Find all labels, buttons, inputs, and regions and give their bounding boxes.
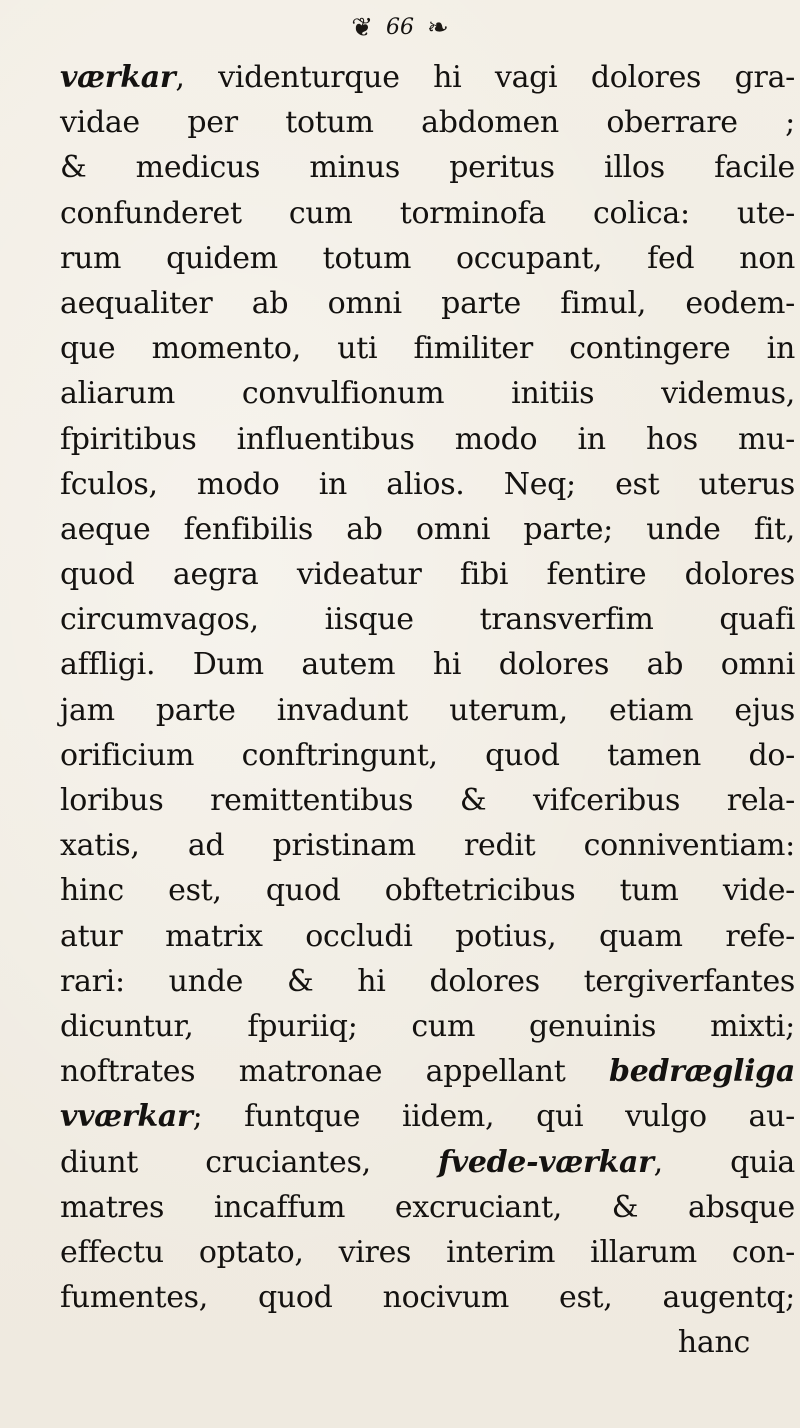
text-line: rum quidem totum occupant, fed non bbox=[60, 240, 795, 276]
text-line: værkar, videnturque hi vagi dolores gra- bbox=[60, 60, 795, 95]
body-text bbox=[60, 55, 795, 1365]
text-line: fumentes, quod nocivum est, augentq; bbox=[60, 1280, 795, 1316]
text-line: matres incaffum excruciant, & absque bbox=[60, 1189, 795, 1225]
text-line: aliarum convulfionum initiis videmus, bbox=[60, 376, 795, 412]
text-line: atur matrix occludi potius, quam refe- bbox=[60, 918, 795, 954]
text-line: noftrates matronae appellant bedrægliga bbox=[60, 1054, 795, 1090]
text-line: rari: unde & hi dolores tergiverfantes bbox=[60, 963, 795, 999]
text-line: que momento, uti fimiliter contingere in bbox=[60, 331, 795, 367]
text-line: quod aegra videatur fibi fentire dolores bbox=[60, 557, 795, 593]
text-line: vidae per totum abdomen oberrare ; bbox=[60, 105, 795, 141]
text-line: vværkar; funtque iidem, qui vulgo au- bbox=[60, 1099, 795, 1135]
text-line: diunt cruciantes, fvede-værkar, quia bbox=[60, 1144, 795, 1180]
page-header bbox=[0, 8, 800, 48]
text-line: hinc est, quod obftetricibus tum vide- bbox=[60, 873, 795, 909]
text-line: effectu optato, vires interim illarum con- bbox=[60, 1234, 795, 1270]
fleuron-left-icon: ❦ bbox=[351, 13, 373, 43]
catchword: hanc bbox=[677, 1325, 750, 1361]
fleuron-right-icon: ❧ bbox=[427, 13, 449, 43]
text-line: fpiritibus influentibus modo in hos mu- bbox=[60, 421, 795, 457]
text-line: affligi. Dum autem hi dolores ab omni bbox=[60, 647, 795, 683]
text-line: dicuntur, fpuriiq; cum genuinis mixti; bbox=[60, 1008, 795, 1044]
page-number: 66 bbox=[386, 15, 414, 40]
text-line: aeque fenfibilis ab omni parte; unde fit, bbox=[60, 511, 795, 547]
text-line: circumvagos, iisque transverfim quafi bbox=[60, 602, 795, 638]
text-line: loribus remittentibus & vifceribus rela- bbox=[60, 783, 795, 818]
italic-term: vværkar bbox=[60, 1099, 193, 1135]
italic-term: værkar bbox=[60, 60, 176, 95]
text-line: xatis, ad pristinam redit conniventiam: bbox=[60, 828, 795, 864]
text-line: & medicus minus peritus illos facile bbox=[60, 150, 795, 186]
text-line: orificium conftringunt, quod tamen do- bbox=[60, 737, 795, 773]
italic-term: fvede-værkar bbox=[438, 1144, 654, 1180]
text-line: fculos, modo in alios. Neq; est uterus bbox=[60, 466, 795, 502]
text-line: jam parte invadunt uterum, etiam ejus bbox=[60, 692, 795, 728]
text-line: aequaliter ab omni parte fimul, eodem- bbox=[60, 285, 795, 321]
text-line: confunderet cum torminofa colica: ute- bbox=[60, 195, 795, 231]
italic-term: bedrægliga bbox=[609, 1054, 795, 1090]
